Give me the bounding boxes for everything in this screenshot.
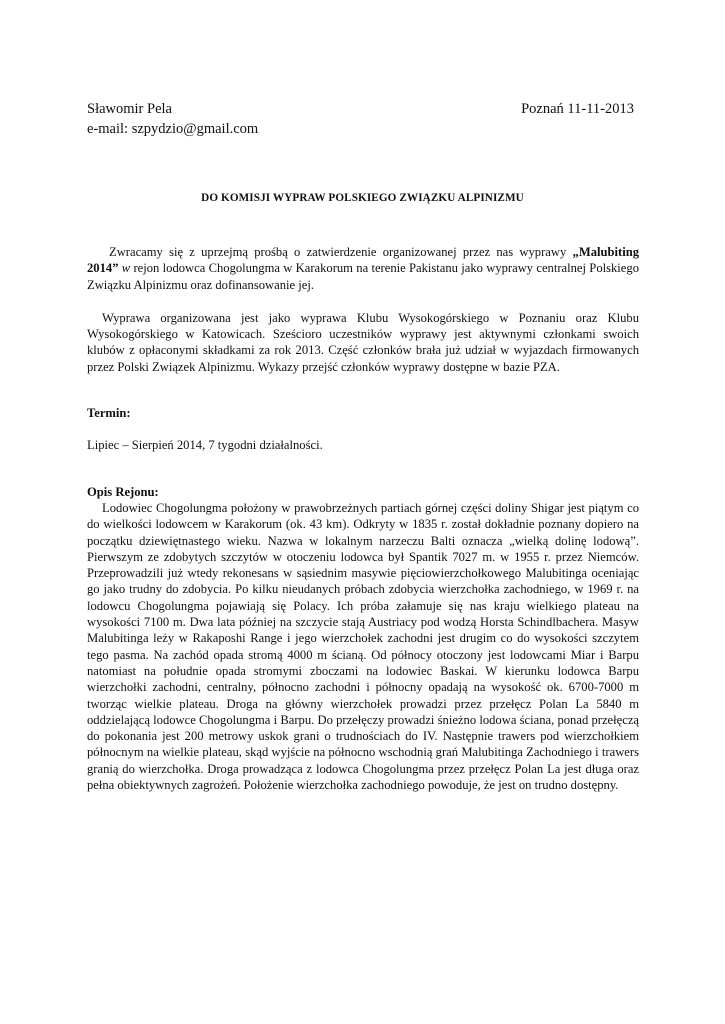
expedition-name: „Malubiting 2014” [87, 245, 639, 276]
document-title: DO KOMISJI WYPRAW POLSKIEGO ZWIĄZKU ALPINIZMU [201, 192, 524, 204]
sender-email: e-mail: szpydzio@gmail.com [87, 121, 259, 137]
intro-text-2: w [118, 261, 131, 276]
document-body [87, 244, 639, 793]
termin-heading: Termin: [87, 406, 131, 421]
region-paragraph: Lodowiec Chogolungma położony w prawobrzeżnych partiach górnej części doliny Shigar jest piątym co do wielkości lodowcem w Karakorum (ok. 43 km). Odkryty w 1835 r. został dokładnie poznany dopiero na początku dziewiętnastego wieku. Nazwa w lokalnym narzeczu Balti oznacza „wielką dolinę lodową”. Pierwszym ze zdobytych szczytów w otoczeniu lodowca był Spantik 7027 m. w 1955 r. przez Niemców. Przeprowadzili już wtedy rekonesans w sąsiednim masywie pięciowierzchołkowego Malubitinga oceniając go jako trudny do zdobycia. Po kilku nieudanych próbach zdobycia wierzchołka zachodniego, w 1969 r. na lodowcu Chogolungma pojawiają się Polacy. Ich próba załamuje się nas kraju wielkiego plateau na wysokości 7100 m. Dwa lata później na szczycie stają Austriacy pod wodzą Horsta Schindlbachera. Masyw Malubitinga leży w Rakaposhi Range i jego wierzchołek zachodni jest drugim co do wysokości szczytem tego pasma. Na zachód opada stromą 4000 m ścianą. Od północy otoczony jest lodowcami Miar i Barpu natomiast na południe opada stromymi zboczami na lodowiec Baskai. W kierunku lodowca Barpu wierzchołki zachodni, centralny, północno zachodni i północny opadają na wysokość ok. 6700-7000 m tworząc wielkie plateau. Droga na główny wierzchołek prowadzi przez przełęcz Polan La 5840 m oddzielającą lodowce Chogolungma i Barpu. Do przełęczy prowadzi śnieżno lodowa ściana, ponad przełęczą do pokonania jest 200 metrowy uskok grani o trudnościach do IV. Następnie trawers pod wierzchołkiem północnym na wielkie plateau, skąd wyjście na północno wschodnią grań Malubitinga Zachodniego i trawers granią do wierzchołka. Droga prowadząca z lodowca Chogolungma przez przełęcz Polan La jest długa oraz pełna obiektywnych zagrożeń. Położenie wierzchołka zachodniego powoduje, że jest on trudno dostępny. [87, 500, 639, 793]
intro-text-3: rejon lodowca Chogolungma w Karakorum na terenie Pakistanu jako wyprawy centralnej Polskiego Związku Alpinizmu oraz dofinansowanie jej. [87, 261, 639, 292]
sender-name: Sławomir Pela [87, 101, 172, 117]
sender-block [87, 99, 258, 139]
organization-paragraph: Wyprawa organizowana jest jako wyprawa Klubu Wysokogórskiego w Poznaniu oraz Klubu Wysokogórskiego w Katowicach. Sześcioro uczestników wyprawy jest aktywnymi członkami swoich klubów z opłaconymi składkami za rok 2013. Część członków brała już udział w wyjazdach firmowanych przez Polski Związek Alpinizmu. Wykazy przejść członków wyprawy dostępne w bazie PZA. [87, 310, 639, 374]
intro-paragraph [87, 244, 639, 293]
termin-text: Lipiec – Sierpień 2014, 7 tygodni działalności. [87, 438, 323, 453]
region-heading: Opis Rejonu: [87, 484, 159, 499]
place-date: Poznań 11-11-2013 [521, 101, 634, 117]
intro-text-1: Zwracamy się z uprzejmą prośbą o zatwierdzenie organizowanej przez nas wyprawy [109, 245, 573, 259]
